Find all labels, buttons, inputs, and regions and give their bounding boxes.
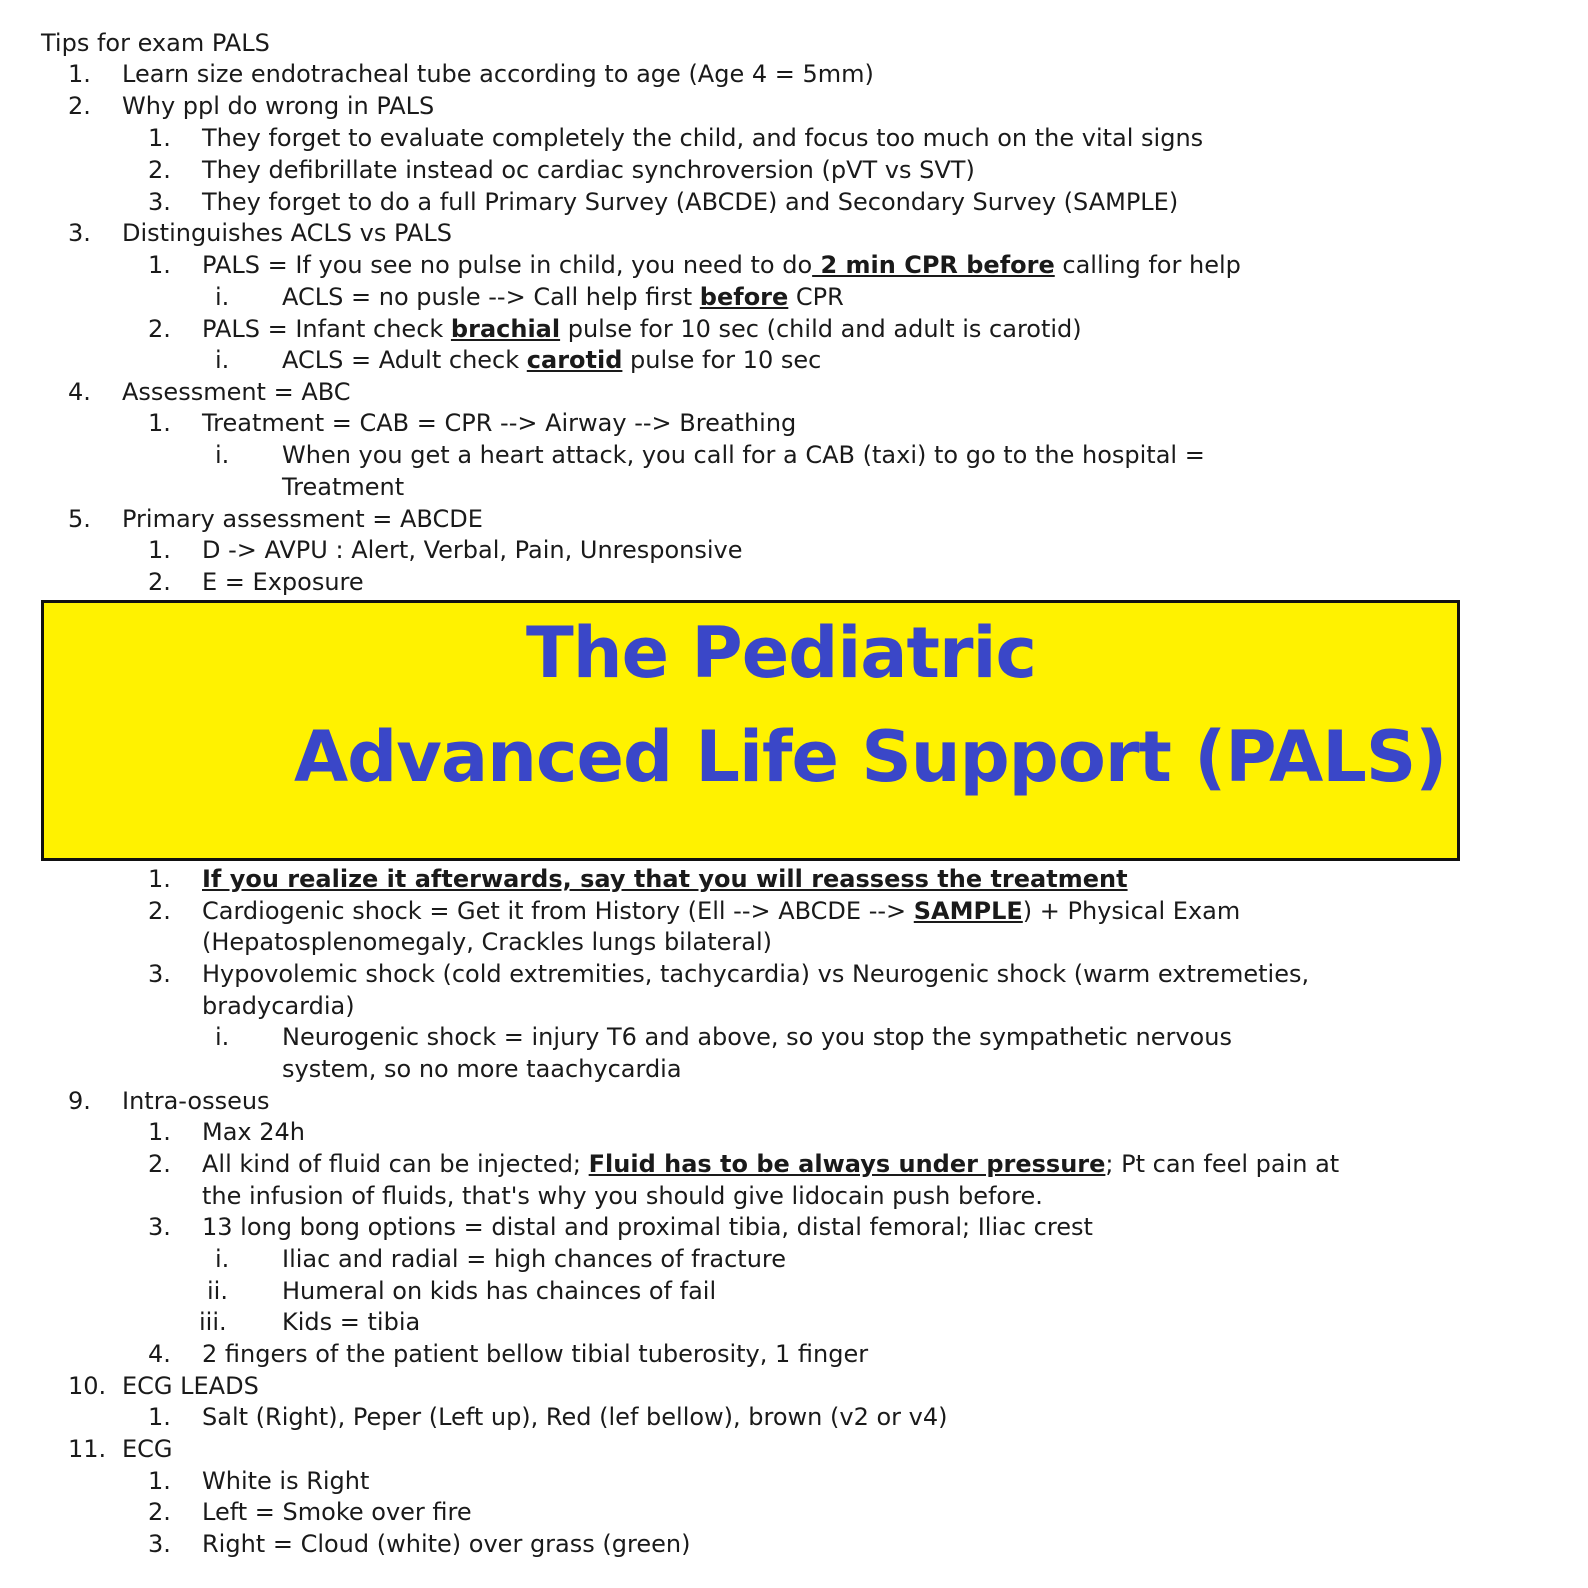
list-item-continuation: the infusion of fluids, that's why you should give lidocain push before. xyxy=(202,1182,1043,1210)
list-marker: 3. xyxy=(148,1530,171,1558)
list-item: Humeral on kids has chainces of fail xyxy=(282,1277,717,1305)
list-item: They forget to do a full Primary Survey (ABCDE) and Secondary Survey (SAMPLE) xyxy=(202,188,1179,216)
list-item: Left = Smoke over fire xyxy=(202,1498,472,1526)
emphasis-text: carotid xyxy=(526,346,623,374)
text-part: ACLS = no pusle --> Call help first xyxy=(282,283,700,311)
list-item: Iliac and radial = high chances of fracture xyxy=(282,1245,787,1273)
list-marker: 3. xyxy=(68,219,91,247)
list-marker: 1. xyxy=(148,251,171,279)
list-marker: 3. xyxy=(148,188,171,216)
text-part: Cardiogenic shock = Get it from History (Ell --> ABCDE --> xyxy=(202,897,914,925)
emphasis-text: Fluid has to be always under pressure xyxy=(588,1150,1106,1178)
document-title: Tips for exam PALS xyxy=(41,29,270,57)
list-item: 13 long bong options = distal and proximal tibia, distal femoral; Iliac crest xyxy=(202,1213,1093,1241)
list-item: ECG xyxy=(122,1435,173,1463)
list-marker: 2. xyxy=(148,1498,171,1526)
list-item: D -> AVPU : Alert, Verbal, Pain, Unresponsive xyxy=(202,536,743,564)
list-item: Kids = tibia xyxy=(282,1308,421,1336)
list-marker: i. xyxy=(215,1023,230,1051)
list-item: Intra-osseus xyxy=(122,1087,270,1115)
text-part: pulse for 10 sec (child and adult is carotid) xyxy=(560,315,1082,343)
list-marker: 2. xyxy=(148,156,171,184)
list-item-continuation: (Hepatosplenomegaly, Crackles lungs bilateral) xyxy=(202,928,772,956)
emphasis-text: brachial xyxy=(450,315,561,343)
list-item: 2 fingers of the patient bellow tibial tuberosity, 1 finger xyxy=(202,1340,869,1368)
list-item: White is Right xyxy=(202,1467,370,1495)
list-item: Max 24h xyxy=(202,1118,305,1146)
list-item: Primary assessment = ABCDE xyxy=(122,505,483,533)
list-item: Distinguishes ACLS vs PALS xyxy=(122,219,452,247)
list-item: They defibrillate instead oc cardiac synchroversion (pVT vs SVT) xyxy=(202,156,975,184)
list-marker: 1. xyxy=(148,536,171,564)
list-item: Neurogenic shock = injury T6 and above, so you stop the sympathetic nervous xyxy=(282,1023,1232,1051)
emphasis-text: 2 min CPR before xyxy=(812,251,1055,279)
text-part: CPR xyxy=(788,283,844,311)
list-marker: 2. xyxy=(68,92,91,120)
list-marker: 3. xyxy=(148,1213,171,1241)
list-marker: ii. xyxy=(207,1277,228,1305)
text-part: ) + Physical Exam xyxy=(1022,897,1241,925)
text-part: PALS = Infant check xyxy=(202,315,451,343)
list-marker: 2. xyxy=(148,568,171,596)
list-item xyxy=(202,249,1241,281)
text-part: ; Pt can feel pain at xyxy=(1105,1150,1340,1178)
list-item: ECG LEADS xyxy=(122,1372,259,1400)
list-item: Hypovolemic shock (cold extremities, tachycardia) vs Neurogenic shock (warm extremeties, xyxy=(202,960,1310,988)
emphasis-text: before xyxy=(699,283,789,311)
list-item-continuation: Treatment xyxy=(282,473,405,501)
list-item-continuation: bradycardia) xyxy=(202,992,355,1020)
list-marker: 2. xyxy=(148,1150,171,1178)
list-item: Assessment = ABC xyxy=(122,378,351,406)
emphasis-text: SAMPLE xyxy=(913,897,1023,925)
list-item xyxy=(282,344,821,376)
list-item xyxy=(202,863,1128,895)
list-marker: 10. xyxy=(68,1372,107,1400)
list-marker: i. xyxy=(215,346,230,374)
list-marker: 1. xyxy=(148,865,171,893)
list-marker: 1. xyxy=(148,1467,171,1495)
list-item: Learn size endotracheal tube according to age (Age 4 = 5mm) xyxy=(122,60,874,88)
emphasis-text: If you realize it afterwards, say that you will reassess the treatment xyxy=(202,865,1128,893)
list-marker: 3. xyxy=(148,960,171,988)
list-marker: 4. xyxy=(148,1340,171,1368)
list-item xyxy=(202,895,1240,927)
list-marker: 2. xyxy=(148,315,171,343)
list-marker: 11. xyxy=(68,1435,107,1463)
list-marker: 1. xyxy=(148,124,171,152)
list-item: Why ppl do wrong in PALS xyxy=(122,92,435,120)
list-marker: i. xyxy=(215,283,230,311)
title-banner xyxy=(41,600,1460,861)
list-marker: 5. xyxy=(68,505,91,533)
text-part: PALS = If you see no pulse in child, you need to do xyxy=(202,251,813,279)
text-part: calling for help xyxy=(1054,251,1241,279)
list-item-continuation: system, so no more taachycardia xyxy=(282,1055,682,1083)
list-marker: i. xyxy=(215,441,230,469)
list-item xyxy=(202,1148,1339,1180)
text-part: All kind of fluid can be injected; xyxy=(202,1150,589,1178)
list-marker: 1. xyxy=(68,60,91,88)
list-item xyxy=(202,313,1082,345)
text-part: ACLS = Adult check xyxy=(282,346,527,374)
list-item: Right = Cloud (white) over grass (green) xyxy=(202,1530,691,1558)
list-marker: iii. xyxy=(199,1308,227,1336)
list-marker: 1. xyxy=(148,1118,171,1146)
list-marker: 1. xyxy=(148,1403,171,1431)
list-item: Salt (Right), Peper (Left up), Red (lef bellow), brown (v2 or v4) xyxy=(202,1403,948,1431)
list-marker: 2. xyxy=(148,897,171,925)
list-marker: 4. xyxy=(68,378,91,406)
list-item: They forget to evaluate completely the child, and focus too much on the vital signs xyxy=(202,124,1204,152)
list-marker: i. xyxy=(215,1245,230,1273)
banner-title-line2: Advanced Life Support (PALS) xyxy=(294,716,1447,798)
list-marker: 1. xyxy=(148,409,171,437)
list-item: E = Exposure xyxy=(202,568,364,596)
banner-title-line1: The Pediatric xyxy=(526,612,1037,694)
list-item: When you get a heart attack, you call for a CAB (taxi) to go to the hospital = xyxy=(282,441,1205,469)
text-part: pulse for 10 sec xyxy=(622,346,822,374)
list-item: Treatment = CAB = CPR --> Airway --> Breathing xyxy=(202,409,797,437)
list-marker: 9. xyxy=(68,1087,91,1115)
list-item xyxy=(282,281,844,313)
